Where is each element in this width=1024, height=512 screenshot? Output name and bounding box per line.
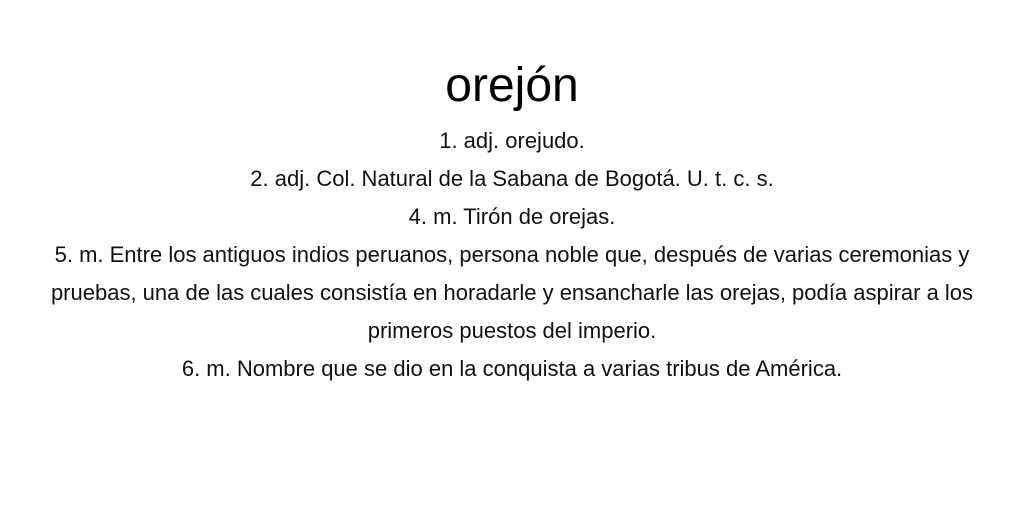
sense-1: 1. adj. orejudo.	[439, 128, 585, 153]
sense-4: 4. m. Tirón de orejas.	[408, 204, 616, 229]
sense-2: 2. adj. Col. Natural de la Sabana de Bogotá. U. t. c. s.	[250, 166, 774, 191]
headword: orejón	[445, 59, 579, 112]
sense-5: 5. m. Entre los antiguos indios peruanos, persona noble que, después de varias ceremonias y pruebas, una de las cuales consistía en horadarle y ensancharle las orejas, podía aspirar a los primeros puestos del imperio.	[50, 242, 974, 343]
dictionary-entry	[40, 56, 984, 388]
sense-6: 6. m. Nombre que se dio en la conquista a varias tribus de América.	[181, 356, 843, 381]
